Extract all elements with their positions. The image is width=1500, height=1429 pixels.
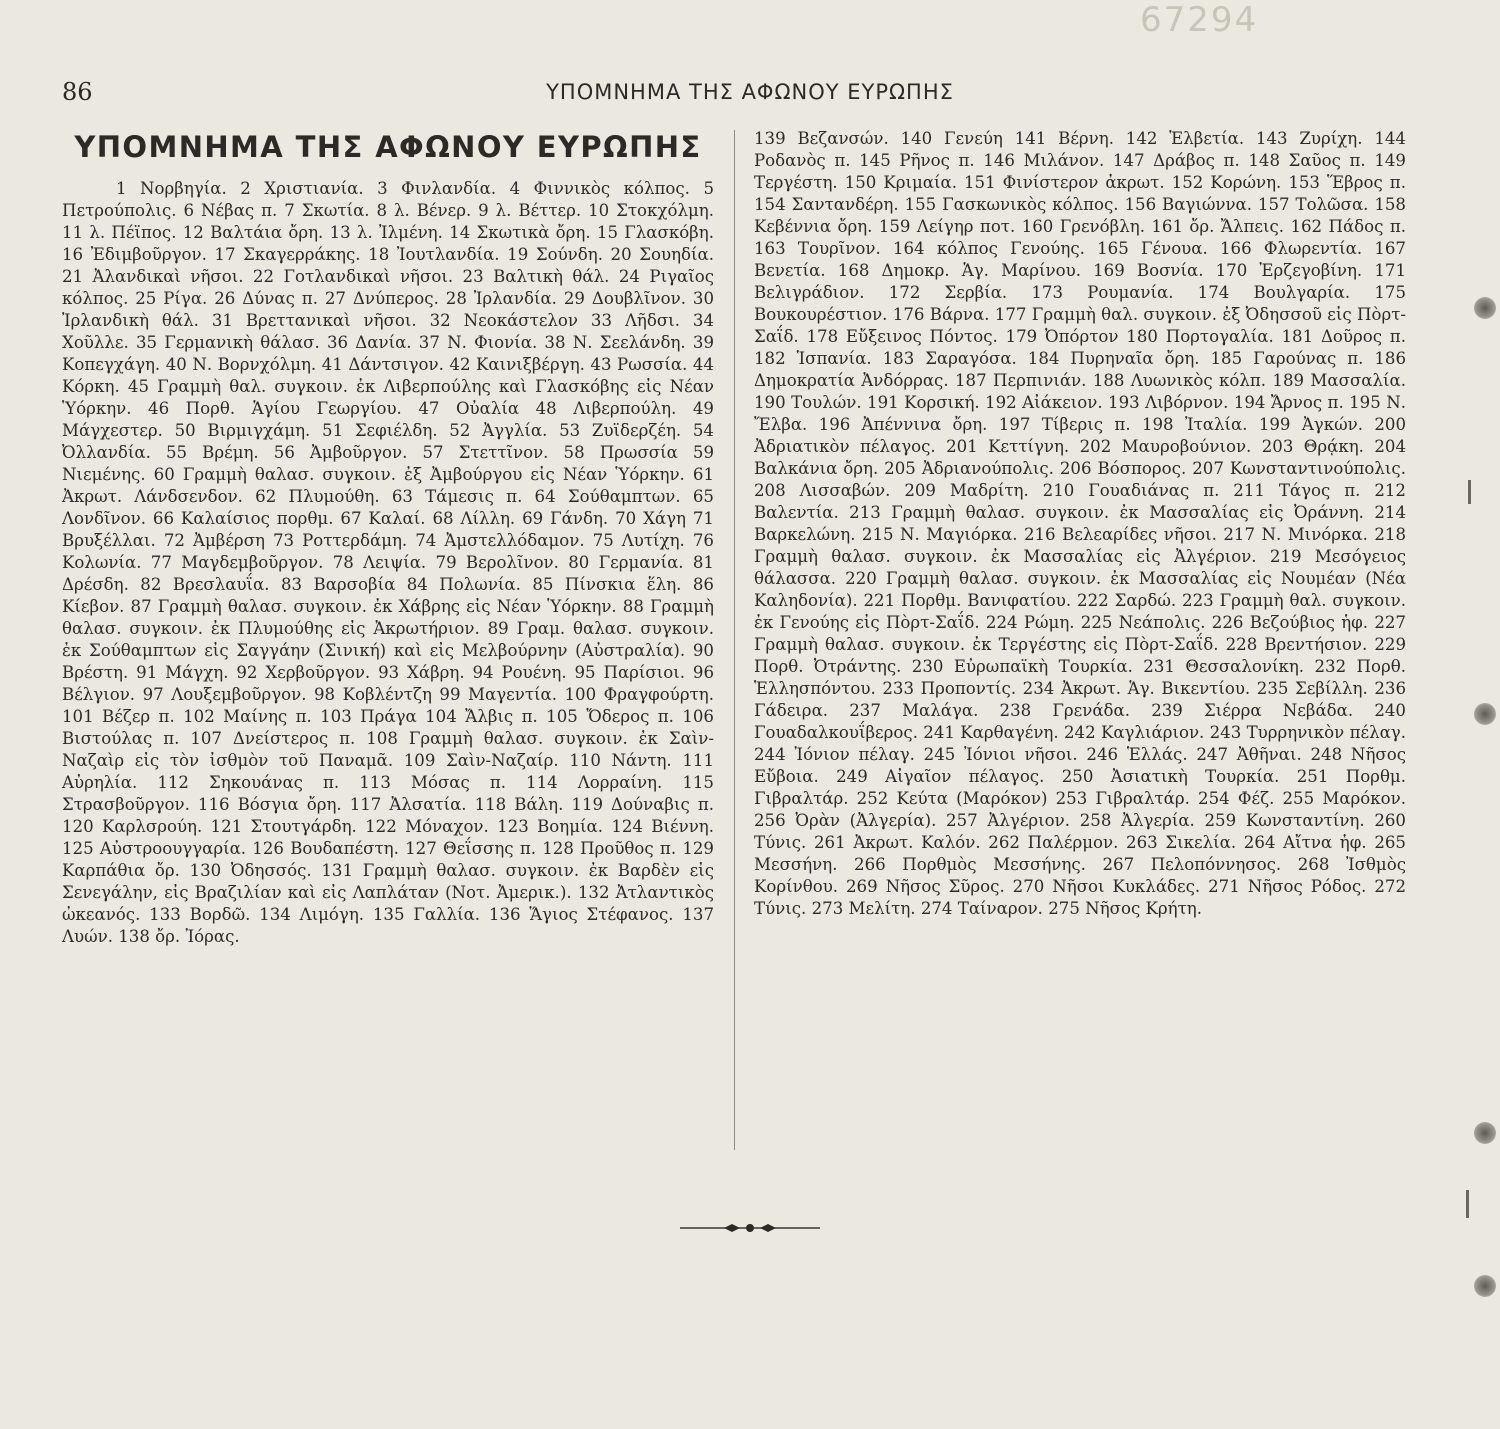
legend-text-left: 1 Νορβηγία. 2 Χριστιανία. 3 Φινλανδία. 4 Φιννικὸς κόλπος. 5 Πετρούπολις. 6 Νέβας π. 7 Σκωτία. 8 λ. Βένερ. 9 λ. Βέττερ. 10 Στοκχόλμη. 11 λ. Πέϊπος. 12 Βαλτάια ὄρη. 13 λ. Ἰλμένη. 14 Σκωτικὰ ὄρη. 15 Γλασκόβη. 16 Ἐδιμβοῦργον. 17 Σκαγερράκης. 18 Ἰουτλανδία. 19 Σούνδη. 20 Σουηδία. 21 Ἀλανδικαὶ νῆσοι. 22 Γοτλανδικαὶ νῆσοι. 23 Βαλτικὴ θάλ. 24 Ριγαῖος κόλπος. 25 Ρίγα. 26 Δύνας π. 27 Δνύπερος. 28 Ἰρλανδία. 29 Δουβλῖνον. 30 Ἰρλανδικὴ θάλ. 31 Βρεττανικαὶ νῆσοι. 32 Νεοκάστελον 33 Λῆδσι. 34 Χοῦλλε. 35 Γερμανικὴ θάλασ. 36 Δανία. 37 Ν. Φιονία. 38 Ν. Σεελάνδη. 39 Κοπεγχάγη. 40 Ν. Βορνχόλμη. 41 Δάντσιγον. 42 Καινιξβέργη. 43 Ρωσσία. 44 Κόρκη. 45 Γραμμὴ θαλ. συγκοιν. ἐκ Λιβερπούλης καὶ Γλασκόβης εἰς Νέαν Ὑόρκην. 46 Πορθ. Ἁγίου Γεωργίου. 47 Οὐαλία 48 Λιβερπούλη. 49 Μάγχεστερ. 50 Βιρμιγχάμη. 51 Σεφιέλδη. 52 Ἀγγλία. 53 Ζυϊδερζέη. 54 Ὀλλανδία. 55 Βρέμη. 56 Ἀμβοῦργον. 57 Στεττῖνον. 58 Πρωσσία 59 Νιεμένης. 60 Γραμμὴ θαλασ. συγκοιν. ἐξ Ἀμβούργου εἰς Νέαν Ὑόρκην. 61 Ἀκρωτ. Λάνδσενδον. 62 Πλυμούθη. 63 Τάμεσις π. 64 Σούθαμπτων. 65 Λονδῖνον. 66 Καλαίσιος πορθμ. 67 Καλαί. 68 Λίλλη. 69 Γάνδη. 70 Χάγη 71 Βρυξέλλαι. 72 Ἀμβέρση 73 Ροττερδάμη. 74 Ἀμστελλόδαμον. 75 Λυτίχη. 76 Κολωνία. 77 Μαγδεμβοῦργον. 78 Λειψία. 79 Βερολῖνον. 80 Γερμανία. 81 Δρέσδη. 82 Βρεσλαυΐα. 83 Βαρσοβία 84 Πολωνία. 85 Πίνσκια ἕλη. 86 Κίεβον. 87 Γραμμὴ θαλασ. συγκοιν. ἐκ Χάβρης εἰς Νέαν Ὑόρκην. 88 Γραμμὴ θαλασ. συγκοιν. ἐκ Πλυμούθης εἰς Ἀκρωτήριον. 89 Γραμ. θαλασ. συγκοιν. ἐκ Σούθαμπτων εἰς Σαγγάην (Σινική) καὶ εἰς Μελβούρνην (Αὐστραλία). 90 Βρέστη. 91 Μάγχη. 92 Χερβοῦργον. 93 Χάβρη. 94 Ρουένη. 95 Παρίσιοι. 96 Βέλγιον. 97 Λουξεμβοῦργον. 98 Κοβλέντζη 99 Μαγεντία. 100 Φραγφούρτη. 101 Βέζερ π. 102 Μαίνης π. 103 Πράγα 104 Ἄλβις π. 105 Ὄδερος π. 106 Βιστούλας π. 107 Δνείστερος π. 108 Γραμμὴ θαλασ. συγκοιν. ἐκ Σαὶν-Ναζαὶρ εἰς τὸν ἰσθμὸν τοῦ Παναμᾶ. 109 Σαὶν-Ναζαίρ. 110 Νάντη. 111 Αὐρηλία. 112 Σηκουάνας π. 113 Μόσας π. 114 Λορραίνη. 115 Στρασβοῦργον. 116 Βόσγια ὄρη. 117 Ἀλσατία. 118 Βάλη. 119 Δούναβις π. 120 Καρλσρούη. 121 Στουτγάρδη. 122 Μόναχον. 123 Βοημία. 124 Βιέννη. 125 Αὐστροουγγαρία. 126 Βουδαπέστη. 127 Θεΐσσης π. 128 Προῦθος π. 129 Καρπάθια ὄρ. 130 Ὀδησσός. 131 Γραμμὴ θαλασ. συγκοιν. ἐκ Βαρδὲν εἰς Σενεγάλην, εἰς Βραζιλίαν καὶ εἰς Λαπλάταν (Νοτ. Ἀμερικ.). 132 Ἀτλαντικὸς ὠκεανός. 133 Βορδῶ. 134 Λιμόγη. 135 Γαλλία. 136 Ἅγιος Στέφανος. 137 Λυών. 138 ὄρ. Ἰόρας. xyxy=(62,179,714,946)
binding-hole-2 xyxy=(1474,703,1496,725)
page-number: 86 xyxy=(62,78,93,106)
left-column xyxy=(62,128,714,948)
binding-tick-1 xyxy=(1468,480,1471,504)
legend-text-right: 139 Βεζανσών. 140 Γενεύη 141 Βέρνη. 142 Ἑλβετία. 143 Ζυρίχη. 144 Ροδανὸς π. 145 Ρῆνος π. 146 Μιλάνον. 147 Δράβος π. 148 Σαῦος π. 149 Τεργέστη. 150 Κριμαία. 151 Φινίστερον ἀκρωτ. 152 Κορώνη. 153 Ἕβρος π. 154 Σαντανδέρη. 155 Γασκωνικὸς κόλπος. 156 Βαγιώννα. 157 Τολῶσα. 158 Κεβέννια ὄρη. 159 Λείγηρ ποτ. 160 Γρενόβλη. 161 ὄρ. Ἄλπεις. 162 Πάδος π. 163 Τουρῖνον. 164 κόλπος Γενούης. 165 Γένουα. 166 Φλωρεντία. 167 Βενετία. 168 Δημοκρ. Ἁγ. Μαρίνου. 169 Βοσνία. 170 Ἐρζεγοβίνη. 171 Βελιγράδιον. 172 Σερβία. 173 Ρουμανία. 174 Βουλγαρία. 175 Βουκουρέστιον. 176 Βάρνα. 177 Γραμμὴ θαλ. συγκοιν. ἐξ Ὀδησσοῦ εἰς Πὸρτ-Σαΐδ. 178 Εὔξεινος Πόντος. 179 Ὀπόρτον 180 Πορτογαλία. 181 Δοῦρος π. 182 Ἱσπανία. 183 Σαραγόσα. 184 Πυρηναῖα ὄρη. 185 Γαρούνας π. 186 Δημοκρατία Ἀνδόρρας. 187 Περπινιάν. 188 Λυωνικὸς κόλπ. 189 Μασσαλία. 190 Τουλών. 191 Κορσική. 192 Αἰάκειον. 193 Λιβόρνον. 194 Ἄρνος π. 195 Ν. Ἔλβα. 196 Ἀπέννινα ὄρη. 197 Τίβερις π. 198 Ἰταλία. 199 Ἀγκών. 200 Ἀδριατικὸν πέλαγος. 201 Κεττίγνη. 202 Μαυροβούνιον. 203 Θρᾴκη. 204 Βαλκάνια ὄρη. 205 Ἀδριανούπολις. 206 Βόσπορος. 207 Κωνσταντινούπολις. 208 Λισσαβών. 209 Μαδρίτη. 210 Γουαδιάνας π. 211 Τάγος π. 212 Βαλεντία. 213 Γραμμὴ θαλασ. συγκοιν. ἐκ Μασσαλίας εἰς Ὀράννη. 214 Βαρκελώνη. 215 Ν. Μαγιόρκα. 216 Βελεαρίδες νῆσοι. 217 Ν. Μινόρκα. 218 Γραμμὴ θαλασ. συγκοιν. ἐκ Μασσαλίας εἰς Ἀλγέριον. 219 Μεσόγειος θάλασσα. 220 Γραμμὴ θαλασ. συγκοιν. ἐκ Μασσαλίας εἰς Νουμέαν (Νέα Καληδονία). 221 Πορθμ. Βανιφατίου. 222 Σαρδώ. 223 Γραμμὴ θαλ. συγκοιν. ἐκ Γενούης εἰς Πὸρτ-Σαΐδ. 224 Ρώμη. 225 Νεάπολις. 226 Βεζούβιος ἡφ. 227 Γραμμὴ θαλασ. συγκοιν. ἐκ Τεργέστης εἰς Πὸρτ-Σαΐδ. 228 Βρεντήσιον. 229 Πορθ. Ὀτράντης. 230 Εὐρωπαϊκὴ Τουρκία. 231 Θεσσαλονίκη. 232 Πορθ. Ἑλλησπόντου. 233 Προποντίς. 234 Ἀκρωτ. Ἁγ. Βικεντίου. 235 Σεβίλλη. 236 Γάδειρα. 237 Μαλάγα. 238 Γρενάδα. 239 Σιέρρα Νεβάδα. 240 Γουαδαλκουΐβερος. 241 Καρθαγένη. 242 Καγλιάριον. 243 Τυρρηνικὸν πέλαγ. 244 Ἰόνιον πέλαγ. 245 Ἰόνιοι νῆσοι. 246 Ἑλλάς. 247 Ἀθῆναι. 248 Νῆσος Εὔβοια. 249 Αἰγαῖον πέλαγος. 250 Ἀσιατικὴ Τουρκία. 251 Πορθμ. Γιβραλτάρ. 252 Κεύτα (Μαρόκον) 253 Γιβραλτάρ. 254 Φέζ. 255 Μαρόκον. 256 Ὀρὰν (Ἀλγερία). 257 Ἀλγέριον. 258 Ἀλγερία. 259 Κωνσταντίνη. 260 Τύνις. 261 Ἀκρωτ. Καλόν. 262 Παλέρμον. 263 Σικελία. 264 Αἴτνα ἡφ. 265 Μεσσήνη. 266 Πορθμὸς Μεσσήνης. 267 Πελοπόννησος. 268 Ἰσθμὸς Κορίνθου. 269 Νῆσος Σῦρος. 270 Νῆσοι Κυκλάδες. 271 Νῆσος Ρόδος. 272 Τύνις. 273 Μελίτη. 274 Ταίναρον. 275 Νῆσος Κρήτη. xyxy=(754,129,1406,918)
binding-tick-2 xyxy=(1466,1190,1469,1218)
legend-heading: ΥΠΟΜΝΗΜΑ ΤΗΣ ΑΦΩΝΟΥ ΕΥΡΩΠΗΣ xyxy=(74,130,702,164)
archive-handwritten-mark: 67294 xyxy=(1140,0,1259,40)
binding-hole-4 xyxy=(1474,1275,1496,1297)
right-column xyxy=(754,128,1406,920)
column-divider xyxy=(734,130,735,1150)
end-ornament xyxy=(680,1218,820,1238)
binding-hole-3 xyxy=(1474,1122,1496,1144)
binding-hole-1 xyxy=(1474,297,1496,319)
running-title: ΥΠΟΜΝΗΜΑ ΤΗΣ ΑΦΩΝΟΥ ΕΥΡΩΠΗΣ xyxy=(546,80,954,104)
